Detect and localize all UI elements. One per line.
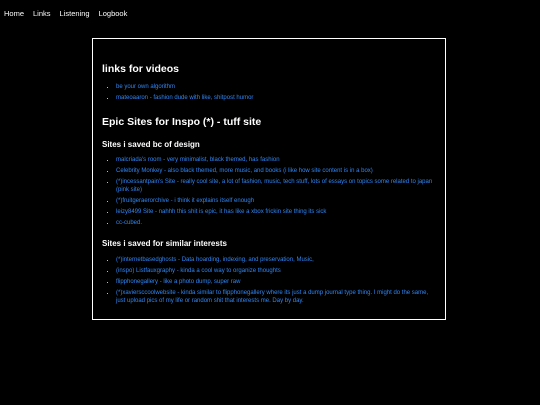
list-item: [116, 267, 436, 275]
nav-listening[interactable]: Listening: [59, 9, 90, 18]
site-link[interactable]: cc-cubed.: [116, 220, 143, 226]
list-item: [116, 219, 436, 227]
video-link[interactable]: mateoaaron - fashion dude with like, shitpost humor: [116, 95, 254, 101]
nav-links[interactable]: Links: [33, 9, 51, 18]
interests-heading: Sites i saved for similar interests: [102, 239, 227, 248]
site-link[interactable]: (inspo) Listfauxgraphy - kinda a cool way to organize thoughts: [116, 268, 281, 274]
site-link[interactable]: (*)incessantpain's Site - really cool site, a lot of fashion, music, tech stuff, lots of essays on topics some related to japan (pink site): [116, 179, 433, 193]
nav-logbook[interactable]: Logbook: [98, 9, 128, 18]
interests-list: [102, 256, 436, 308]
site-link[interactable]: (*)internetbasedghosts - Data hoarding, indexing, and preservation, Music,: [116, 257, 314, 263]
list-item: [116, 167, 436, 175]
list-item: [116, 256, 436, 264]
site-link[interactable]: flipphonegallery - like a photo dump, super raw: [116, 279, 241, 285]
site-link[interactable]: malcriada's room - very minimalist, black themed, has fashion: [116, 157, 280, 163]
site-link[interactable]: leizy8499 Site - nahhh this shit is epic, it has like a xbox frickin site thing its sick: [116, 209, 327, 215]
nav-home[interactable]: Home: [4, 9, 25, 18]
list-item: [116, 178, 436, 194]
site-link[interactable]: (*)fruitgeraerorchive - i think it explains itself enough: [116, 198, 255, 204]
videos-list: [102, 83, 436, 105]
list-item: [116, 156, 436, 164]
site-link[interactable]: Celebrity Monkey - also black themed, more music, and books (i like how site content is in a box): [116, 168, 373, 174]
videos-heading: links for videos: [102, 63, 180, 75]
design-list: [102, 156, 436, 230]
list-item: [116, 197, 436, 205]
top-nav: [0, 0, 540, 28]
list-item: [116, 94, 436, 102]
list-item: [116, 208, 436, 216]
content-panel: [92, 38, 446, 320]
epic-heading: Epic Sites for Inspo (*) - tuff site: [102, 116, 262, 128]
design-heading: Sites i saved bc of design: [102, 140, 200, 149]
video-link[interactable]: be your own algorithm: [116, 84, 176, 90]
list-item: [116, 83, 436, 91]
list-item: [116, 289, 436, 305]
list-item: [116, 278, 436, 286]
site-link[interactable]: (*)xaviersccoolwebsite - kinda similar to flipphonegallery where its just a dump journal type thing. I might do the same, just upload pics of my life or random shit that interests me. Day by day.: [116, 290, 429, 304]
